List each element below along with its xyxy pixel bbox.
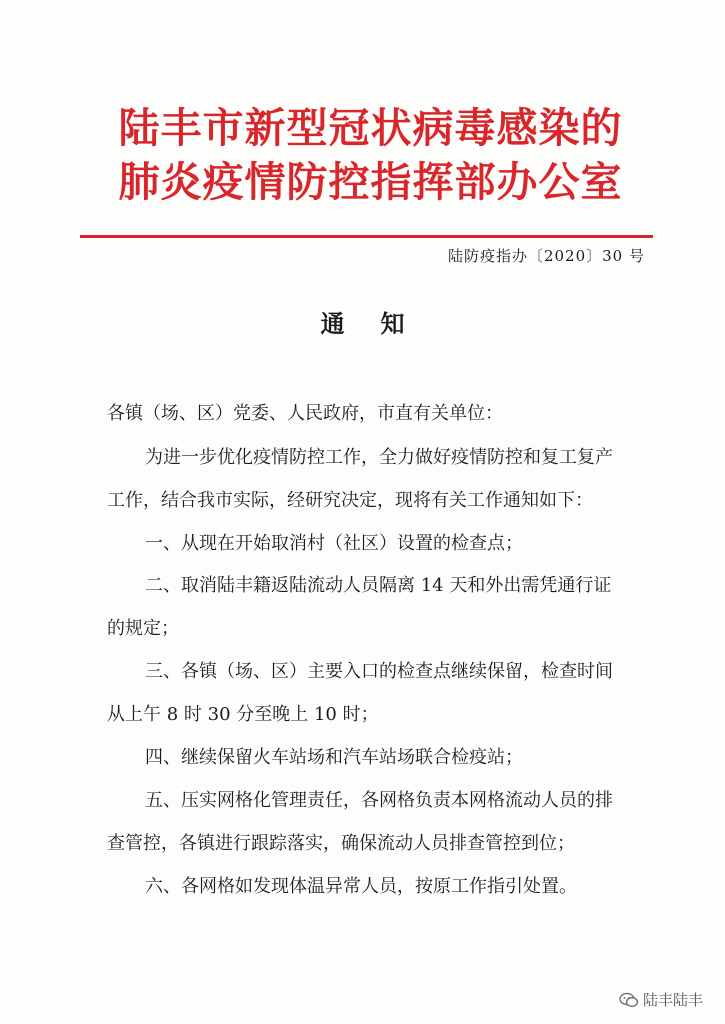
body-line: 工作，结合我市实际，经研究决定，现将有关工作通知如下： (107, 490, 593, 511)
document-header-line-1: 陆丰市新型冠状病毒感染的 (118, 104, 623, 152)
document-header-line-2: 肺炎疫情防控指挥部办公室 (118, 158, 623, 206)
body-line: 各镇（场、区）党委、人民政府，市直有关单位： (107, 403, 503, 424)
document-number: 陆防疫指办〔2020〕30 号 (447, 247, 645, 265)
body-line: 五、压实网格化管理责任，各网格负责本网格流动人员的排 (145, 790, 613, 811)
red-divider (80, 235, 653, 238)
body-line: 三、各镇（场、区）主要入口的检查点继续保留，检查时间 (145, 661, 613, 682)
body-line: 二、取消陆丰籍返陆流动人员隔离 14 天和外出需凭通行证 (145, 575, 612, 596)
body-line: 四、继续保留火车站场和汽车站场联合检疫站； (145, 747, 523, 768)
body-line: 的规定； (107, 618, 179, 639)
watermark (619, 989, 703, 1010)
body-line: 查管控，各镇进行跟踪落实，确保流动人员排查管控到位； (107, 833, 575, 854)
body-line: 为进一步优化疫情防控工作，全力做好疫情防控和复工复产 (145, 447, 613, 468)
watermark-text: 陆丰陆丰 (642, 991, 703, 1009)
body-line: 一、从现在开始取消村（社区）设置的检查点； (145, 533, 523, 554)
body-line: 六、各网格如发现体温异常人员，按原工作指引处置。 (145, 876, 577, 897)
wechat-icon (619, 992, 639, 1008)
body-line: 从上午 8 时 30 分至晚上 10 时； (107, 704, 379, 725)
notice-title: 通知 (320, 309, 441, 338)
